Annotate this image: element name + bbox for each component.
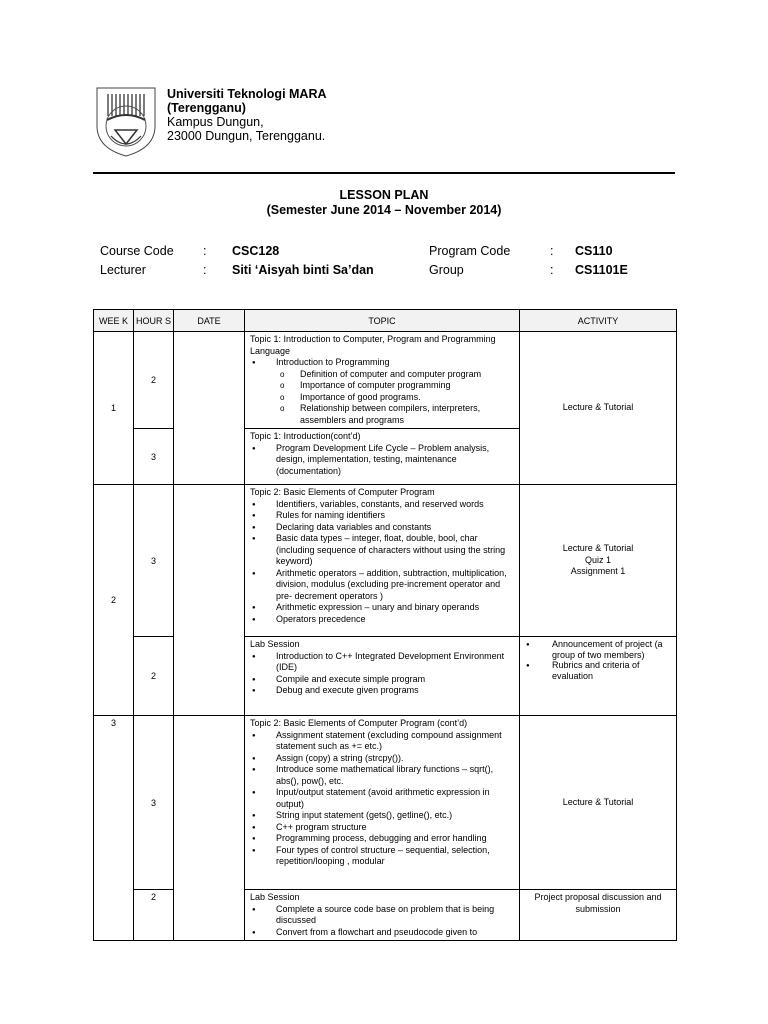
activity-cell	[520, 485, 677, 637]
topic-subitem: o Relationship between compilers, interpreters, assemblers and programs	[250, 403, 516, 426]
topic-title: Lab Session	[250, 892, 300, 902]
campus-name: Kampus Dungun,	[167, 115, 264, 129]
header-topic: TOPIC	[245, 310, 520, 332]
activity-cell	[520, 637, 677, 716]
colon: :	[550, 263, 554, 277]
topic-title: Topic 1: Introduction to Computer, Program and Programming Language	[250, 334, 496, 356]
lesson-plan-table	[93, 309, 677, 941]
doc-title: LESSON PLAN	[339, 188, 429, 202]
hours-cell: 2	[134, 890, 174, 941]
table-row	[94, 332, 677, 429]
table-header-row	[94, 310, 677, 332]
hours-cell: 2	[134, 332, 174, 429]
date-cell	[174, 716, 245, 941]
group-value: CS1101E	[575, 263, 628, 277]
address: 23000 Dungun, Terengganu.	[167, 129, 326, 143]
hours-cell: 3	[134, 429, 174, 485]
topic-item: ● C++ program structure	[250, 822, 516, 834]
course-code-value: CSC128	[232, 244, 280, 258]
header-divider	[93, 172, 675, 174]
topic-item: ● Rules for naming identifiers	[250, 510, 516, 522]
activity-line: Quiz 1	[584, 554, 611, 565]
topic-item: ● Compile and execute simple program	[250, 674, 516, 686]
topic-item: ● Convert from a flowchart and pseudocode given to	[250, 927, 516, 939]
topic-item: ● Declaring data variables and constants	[250, 522, 516, 534]
topic-cell	[245, 637, 520, 716]
doc-semester: (Semester June 2014 – November 2014)	[266, 203, 502, 217]
program-code-value: CS110	[575, 244, 613, 258]
topic-cell	[245, 332, 520, 429]
institution-block	[167, 87, 327, 143]
topic-item: ● Input/output statement (avoid arithmetic expression in output)	[250, 787, 516, 810]
header-week: WEE K	[94, 310, 134, 332]
colon: :	[203, 263, 207, 277]
topic-item: ● Assignment statement (excluding compound assignment statement such as += etc.)	[250, 730, 516, 753]
topic-item: ● Operators precedence	[250, 614, 516, 626]
topic-item: ● Arithmetic operators – addition, subtraction, multiplication, division, modulus (excluding pre-increment operator and pre- decrement operators )	[250, 568, 516, 603]
activity-line: Assignment 1	[570, 566, 626, 577]
activity-line: Lecture & Tutorial	[562, 543, 634, 554]
lecturer-value: Siti ‘Aisyah binti Sa’dan	[232, 263, 374, 277]
group-label: Group	[429, 263, 464, 277]
topic-item: ● Program Development Life Cycle – Problem analysis, design, implementation, testing, maintenance (documentation)	[250, 443, 516, 478]
activity-cell: Lecture & Tutorial	[520, 716, 677, 890]
hours-cell: 3	[134, 485, 174, 637]
topic-title: Topic 2: Basic Elements of Computer Program (cont’d)	[250, 718, 468, 728]
topic-cell	[245, 890, 520, 941]
topic-item: ● Complete a source code base on problem that is being discussed	[250, 904, 516, 927]
topic-subitem: o Definition of computer and computer program	[250, 369, 516, 381]
topic-cell	[245, 716, 520, 890]
program-code-label: Program Code	[429, 244, 511, 258]
topic-item: ● Arithmetic expression – unary and binary operands	[250, 602, 516, 614]
topic-cell	[245, 485, 520, 637]
topic-item: ● Assign (copy) a string (strcpy()).	[250, 753, 516, 765]
header-hours: HOUR S	[134, 310, 174, 332]
activity-cell: Lecture & Tutorial	[520, 332, 677, 485]
uitm-crest-icon	[93, 86, 159, 158]
header-date: DATE	[174, 310, 245, 332]
topic-item: ● Identifiers, variables, constants, and reserved words	[250, 499, 516, 511]
week-cell: 1	[94, 332, 134, 485]
topic-item: ● Four types of control structure – sequential, selection, repetition/looping , modular	[250, 845, 516, 868]
colon: :	[550, 244, 554, 258]
hours-cell: 2	[134, 637, 174, 716]
table-row	[94, 485, 677, 637]
hours-cell: 3	[134, 716, 174, 890]
week-cell: 2	[94, 485, 134, 716]
topic-item: ● Basic data types – integer, float, double, bool, char (including sequence of characters without using the string keyword)	[250, 533, 516, 568]
topic-title: Lab Session	[250, 639, 300, 649]
week-cell: 3	[94, 716, 134, 941]
branch-name: (Terengganu)	[167, 101, 246, 115]
topic-subitem: o Importance of good programs.	[250, 392, 516, 404]
topic-item: ● String input statement (gets(), getline(), etc.)	[250, 810, 516, 822]
topic-title: Topic 2: Basic Elements of Computer Program	[250, 487, 435, 497]
university-name: Universiti Teknologi MARA	[167, 87, 327, 101]
topic-subitem: o Importance of computer programming	[250, 380, 516, 392]
topic-cell	[245, 429, 520, 485]
activity-item: ● Announcement of project (a group of two members)	[524, 639, 673, 660]
activity-cell: Project proposal discussion and submission	[520, 890, 677, 941]
header-activity: ACTIVITY	[520, 310, 677, 332]
activity-item: ● Rubrics and criteria of evaluation	[524, 660, 673, 681]
course-code-label: Course Code	[100, 244, 174, 258]
lecturer-label: Lecturer	[100, 263, 146, 277]
topic-item: ● Introduction to Programming	[250, 357, 516, 369]
topic-item: ● Introduction to C++ Integrated Development Environment (IDE)	[250, 651, 516, 674]
topic-item: ● Introduce some mathematical library functions – sqrt(), abs(), pow(), etc.	[250, 764, 516, 787]
table-row	[94, 716, 677, 890]
topic-title: Topic 1: Introduction(cont’d)	[250, 431, 361, 441]
date-cell	[174, 332, 245, 485]
date-cell	[174, 485, 245, 716]
colon: :	[203, 244, 207, 258]
topic-item: ● Debug and execute given programs	[250, 685, 516, 697]
topic-item: ● Programming process, debugging and error handling	[250, 833, 516, 845]
